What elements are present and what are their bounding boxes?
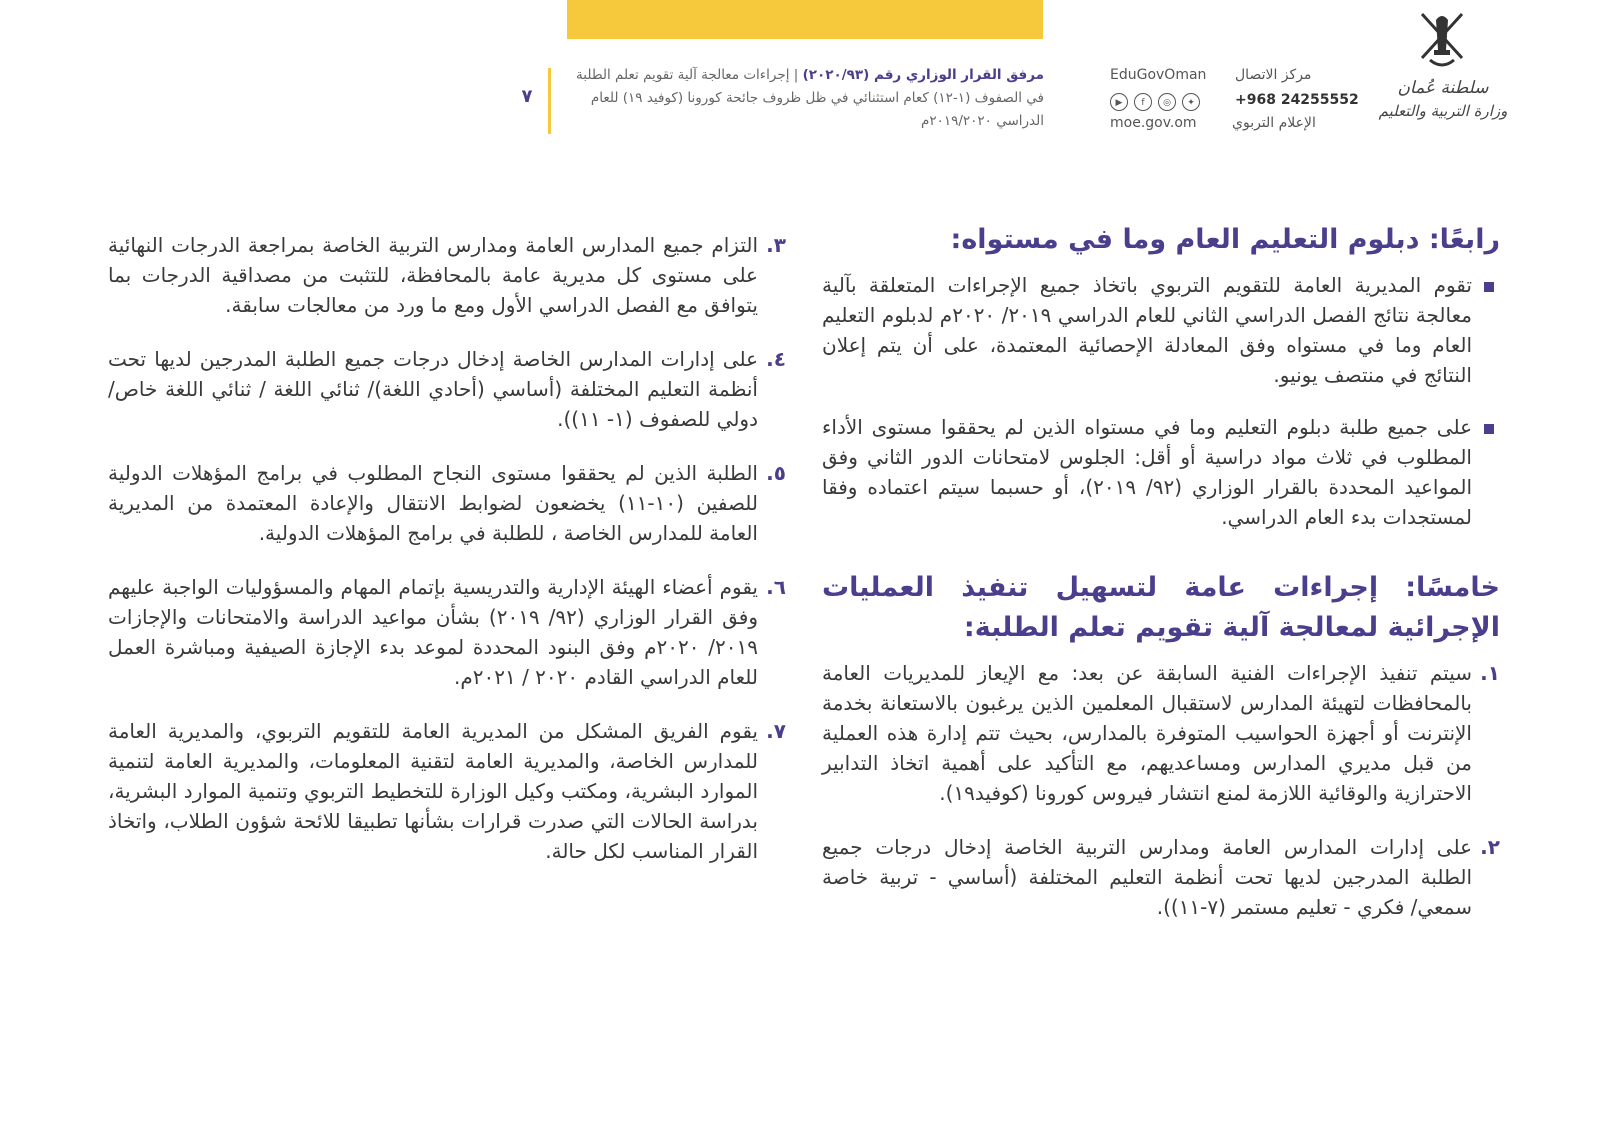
document-title <box>560 64 1044 133</box>
oman-emblem-icon <box>1412 10 1472 72</box>
page-number-divider <box>548 68 551 134</box>
item-text: الطلبة الذين لم يحققوا مستوى النجاح المطلوب في برامج المؤهلات الدولية للصفين (١٠-١١) يخضعون لضوابط الانتقال والإعادة المعتمدة من المديرية العامة للمدارس الخاصة ، للطلبة في برامج المؤهلات الدولية. <box>108 461 758 545</box>
item-number: ٧. <box>766 719 786 743</box>
item-number: ٢. <box>1480 835 1500 859</box>
list-item <box>822 270 1500 390</box>
ministry-line1: سلطنة عُمان <box>1397 78 1489 98</box>
left-column <box>108 230 786 890</box>
list-item <box>108 344 786 434</box>
twitter-icon[interactable]: ✦ <box>1182 93 1200 111</box>
bullet-text: على جميع طلبة دبلوم التعليم وما في مستواه الذين لم يحققوا مستوى الأداء المطلوب في ثلاث مواد دراسية أو أقل: الجلوس لامتحانات الدور الثاني وفق المواعيد المحددة بالقرار الوزاري (٩٢/ ٢٠١٩)، أو حسبما سيتم اعتماده وفقا لمستجدات بدء العام الدراسي. <box>822 415 1472 529</box>
instagram-icon[interactable]: ◎ <box>1158 93 1176 111</box>
website-link[interactable]: moe.gov.om <box>1110 115 1197 131</box>
media-label: الإعلام التربوي <box>1232 115 1316 131</box>
item-number: ١. <box>1480 661 1500 685</box>
list-item <box>822 412 1500 532</box>
list-item <box>108 716 786 866</box>
youtube-icon[interactable]: ▶ <box>1110 93 1128 111</box>
bullet-text: تقوم المديرية العامة للتقويم التربوي باتخاذ جميع الإجراءات المتعلقة بآلية معالجة نتائج الفصل الدراسي الثاني للعام الدراسي ٢٠١٩/ ٢٠٢٠م لدبلوم التعليم العام وما في مستواه وفق المعادلة الإحصائية المعتمدة، على أن يتم إعلان النتائج في منتصف يونيو. <box>822 273 1472 387</box>
item-number: ٥. <box>766 461 786 485</box>
top-accent-bar <box>567 0 1043 39</box>
ministry-logo-text <box>1378 76 1508 122</box>
social-icons <box>1110 93 1200 111</box>
bullet-square-icon <box>1484 282 1494 292</box>
item-number: ٦. <box>766 575 786 599</box>
item-text: سيتم تنفيذ الإجراءات الفنية السابقة عن بعد: مع الإيعاز للمديريات العامة بالمحافظات لتهيئة المدارس لاستقبال المعلمين الذين يرغبون بالاستعانة بخدمة الإنترنت أو أجهزة الحواسيب المتوفرة بالمدارس، بحيث تتم إدارة هذه العملية من قبل مديري المدارس ومساعديهم، مع التأكيد على أهمية اتخاذ التدابير الاحترازية والوقائية اللازمة لمنع انتشار فيروس كورونا (كوفيد١٩). <box>822 661 1472 805</box>
list-item <box>108 458 786 548</box>
item-text: يقوم أعضاء الهيئة الإدارية والتدريسية بإتمام المهام والمسؤوليات الواجبة عليهم وفق القرار الوزاري (٩٢/ ٢٠١٩) بشأن مواعيد الدراسة والامتحانات والإجازات ٢٠١٩/ ٢٠٢٠م وفق البنود المحددة لموعد بدء الإجازة الصيفية ومباشرة العمل للعام الدراسي القادم ٢٠٢٠ / ٢٠٢١م. <box>108 575 758 689</box>
section5-heading: خامسًا: إجراءات عامة لتسهيل تنفيذ العمليات الإجرائية لمعالجة آلية تقويم تعلم الطلبة: <box>822 572 1500 643</box>
list-item <box>822 658 1500 808</box>
item-text: يقوم الفريق المشكل من المديرية العامة للتقويم التربوي، والمديرية العامة للمدارس الخاصة، والمديرية العامة لتقنية المعلومات، والمديرية العامة لتنمية الموارد البشرية، ومكتب وكيل الوزارة للتخطيط التربوي وتنمية الموارد البشرية، بدراسة الحالات التي صدرت قرارات بشأنها تطبيقا للائحة شؤون الطلاب، واتخاذ القرار المناسب لكل حالة. <box>108 719 758 863</box>
list-item <box>108 230 786 320</box>
item-text: التزام جميع المدارس العامة ومدارس التربية الخاصة بمراجعة الدرجات النهائية على مستوى كل مديرية عامة بالمحافظة، للتثبت من مصداقية الدرجات بما يتوافق مع الفصل الدراسي الأول ومع ما ورد من معالجات سابقة. <box>108 233 758 317</box>
list-item <box>822 832 1500 922</box>
item-number: ٤. <box>766 347 786 371</box>
right-column <box>822 220 1500 946</box>
list-item <box>108 572 786 692</box>
item-text: على إدارات المدارس العامة ومدارس التربية الخاصة إدخال درجات جميع الطلبة المدرجين لديها تحت أنظمة التعليم المختلفة (أساسي - تربية خاصة سمعي/ فكري - تعليم مستمر (٧-١١)). <box>822 835 1472 919</box>
contact-label: مركز الاتصال <box>1235 67 1312 83</box>
social-handle[interactable]: EduGovOman <box>1110 67 1207 83</box>
section4-heading: رابعًا: دبلوم التعليم العام وما في مستواه: <box>950 224 1500 255</box>
ministry-line2: وزارة التربية والتعليم <box>1378 102 1508 120</box>
document-title-rest: | إجراءات معالجة آلية تقويم تعلم الطلبة في الصفوف (١-١٢) كعام استثنائي في ظل ظروف جائحة كورونا (كوفيد ١٩) للعام الدراسي ٢٠١٩/٢٠٢٠م <box>576 67 1044 129</box>
page-number: ٧ <box>521 86 533 107</box>
item-text: على إدارات المدارس الخاصة إدخال درجات جميع الطلبة المدرجين لديها تحت أنظمة التعليم المختلفة (أساسي (أحادي اللغة)/ ثنائي اللغة / ثنائي اللغة خاص/ دولي للصفوف (١- ١١)). <box>108 347 758 431</box>
bullet-square-icon <box>1484 424 1494 434</box>
contact-phone[interactable]: +968 24255552 <box>1235 92 1359 108</box>
document-title-bold: مرفق القرار الوزاري رقم (٢٠٢٠/٩٣) <box>802 67 1044 83</box>
item-number: ٣. <box>766 233 786 257</box>
facebook-icon[interactable]: f <box>1134 93 1152 111</box>
